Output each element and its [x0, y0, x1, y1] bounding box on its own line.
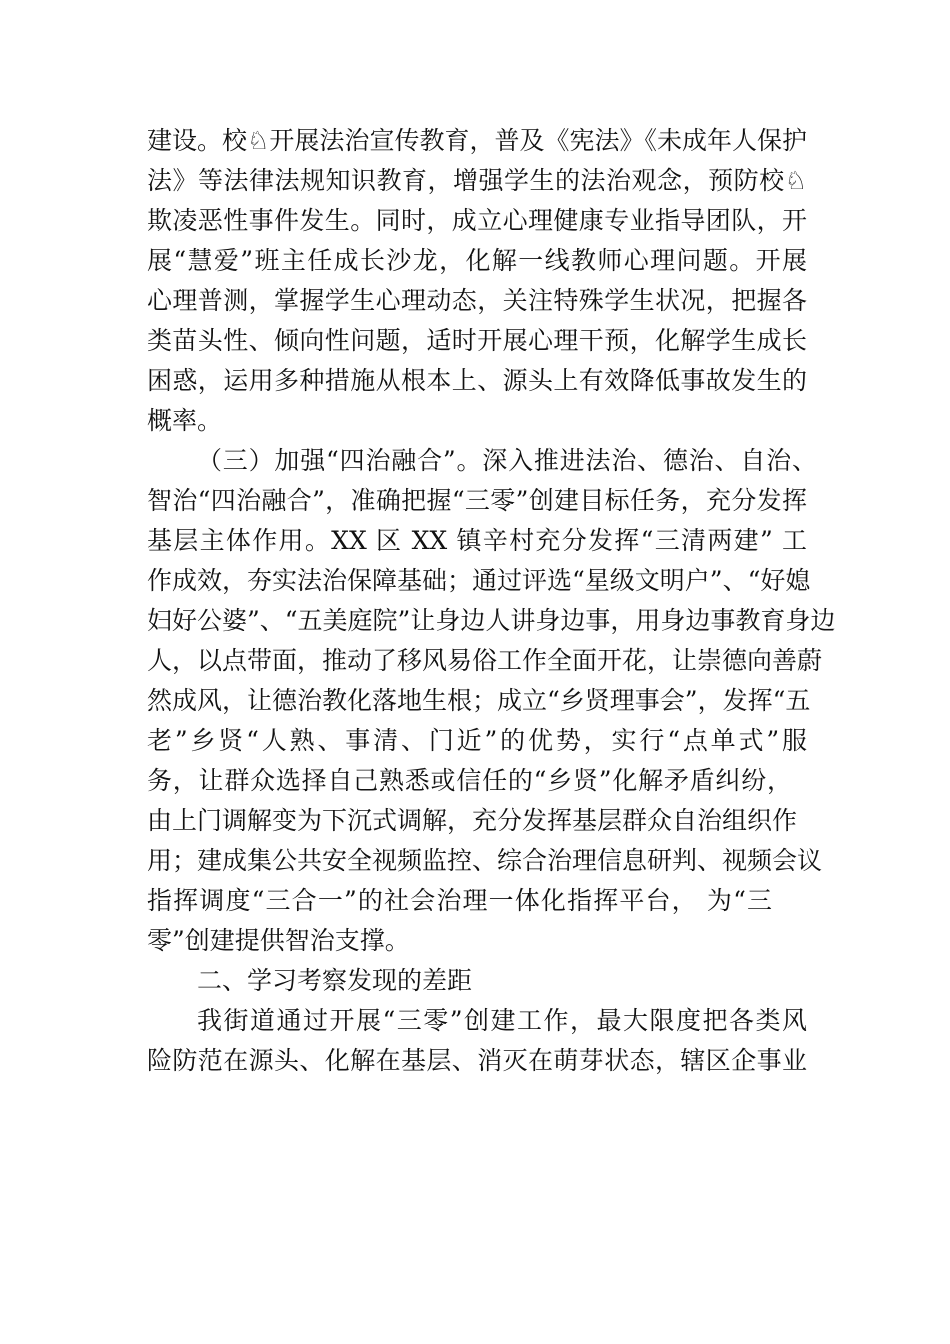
paragraph-line: 欺凌恶性事件发生。同时，成立心理健康专业指导团队，开	[147, 206, 807, 235]
paragraph-line: 老”乡贤“人熟、事清、门近”的优势，实行“点单式”服	[147, 726, 807, 755]
paragraph-line: 用；建成集公共安全视频监控、综合治理信息研判、视频会议	[147, 846, 823, 875]
paragraph-line: 困惑，运用多种措施从根本上、源头上有效降低事故发生的	[147, 366, 807, 395]
paragraph-line: 建设。校♘开展法治宣传教育，普及《宪法》《未成年人保护	[147, 126, 807, 155]
paragraph-line: 作成效，夯实法治保障基础；通过评选“星级文明户”、“好媳	[147, 566, 811, 595]
paragraph-line: 概率。	[147, 406, 223, 435]
paragraph-line: 人，以点带面，推动了移风易俗工作全面开花，让崇德向善蔚	[147, 646, 823, 675]
paragraph-line: 零”创建提供智治支撑。	[147, 926, 410, 955]
paragraph-line: 类苗头性、倾向性问题，适时开展心理干预，化解学生成长	[147, 326, 807, 355]
paragraph-line: 法》等法律法规知识教育，增强学生的法治观念，预防校♘	[147, 166, 807, 195]
paragraph-line: 然成风，让德治教化落地生根；成立“乡贤理事会”，发挥“五	[147, 686, 811, 715]
paragraph-line: 妇好公婆”、“五美庭院”让身边人讲身边事，用身边事教育身边	[147, 606, 836, 635]
paragraph-line: 由上门调解变为下沉式调解，充分发挥基层群众自治组织作	[147, 806, 798, 835]
section-heading: 二、学习考察发现的差距	[197, 966, 473, 995]
paragraph-line: 基层主体作用。XX 区 XX 镇辛村充分发挥“三清两建” 工	[147, 526, 807, 555]
section-heading-line: （三）加强“四治融合”。深入推进法治、德治、自治、	[197, 446, 817, 475]
paragraph-line: 心理普测，掌握学生心理动态，关注特殊学生状况，把握各	[147, 286, 807, 315]
paragraph-line: 展“慧爱”班主任成长沙龙，化解一线教师心理问题。开展	[147, 246, 807, 275]
paragraph-line: 智治“四治融合”，准确把握“三零”创建目标任务，充分发挥	[147, 486, 807, 515]
paragraph-line: 险防范在源头、化解在基层、消灭在萌芽状态，辖区企事业	[147, 1046, 807, 1075]
paragraph-line: 我街道通过开展“三零”创建工作，最大限度把各类风	[197, 1006, 807, 1035]
paragraph-line: 指挥调度“三合一”的社会治理一体化指挥平台， 为“三	[147, 886, 772, 915]
paragraph-line: 务，让群众选择自己熟悉或信任的“乡贤”化解矛盾纠纷，	[147, 766, 792, 795]
